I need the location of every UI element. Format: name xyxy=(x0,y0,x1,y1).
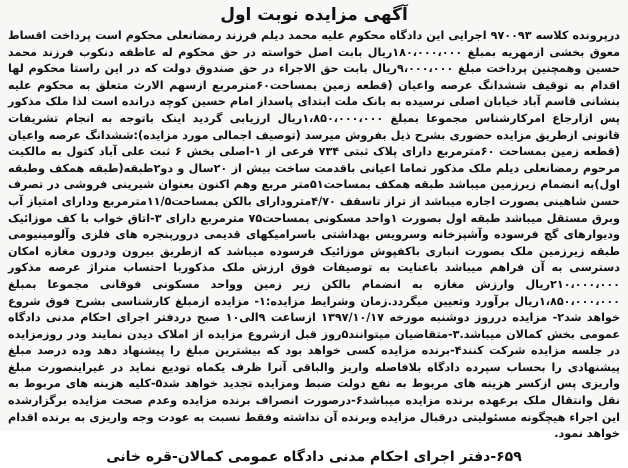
notice-title: آگهی مزایده نوبت اول xyxy=(220,5,408,25)
notice-footer: ۶۵۹-دفتر اجرای احکام مدنی دادگاه عمومی کمالان-قره خانی xyxy=(106,448,522,465)
notice-body: درپرونده کلاسه ۹۷۰۰۹۳ اجرایی این دادگاه محکوم علیه محمد دیلم فرزند رمضانعلی محکوم است پرداخت اقساط معوق بخشی ازمهریه بمبلغ ۱۸۰،۰۰۰،۰۰۰ریال بابت اصل خواسته در حق محکوم له عاطفه دنکوب فرزند محمد حسین وهمچنین پرداخت مبلغ ۹،۰۰۰،۰۰۰ریال بابت حق الاجراء در حق صندوق دولت که در این راستا محکوم لها اقدام به توقیف ششدانگ عرصه واعیان (قطعه زمین بمساحت۶۰مترمربع ازسهم الارث متعلق به محکوم علیه بنشانی قاسم آباد خیابان اصلی نرسیده به بانک ملت ابتدای پاسداز امام حسین کوچه درانده است لذا ملک مذکور پس ازارجاع امرکارشناس مجموعا بمبلغ ۱،۸۵۰،۰۰۰،۰۰۰ریال ارزیابی گردید اینک باتوجه به انجام تشریفات قانونی ازطریق مزایده حضوری بشرح ذیل بفروش میرسد (توصیف اجمالی مورد مزایده):ششدانگ عرصه واعیان (قطعه زمین بمساحت ۶۰مترمربع دارای پلاک ثبتی ۷۳۴ فرعی از ۱-اصلی بخش ۶ ثبت علی آباد کتول به مالکیت مرحوم رمضانعلی دیلم ملک مذکور تماما اعیانی باقدمت ساخت بیش از ۲۰سال و دو۲طبقه(طبقه همکف وطبقه اول)به انضمام زیرزمین میباشد طبقه همکف بمساحت۵۱متر مربع وهم اکنون بعنوان شیرینی فروشی در تصرف حسن شاهینی بصورت اجاره میباشد از تراز تاسقف ۴/۷۰مترودارای بالکن بمساحت۱۱/۵مترمربع ودارای امتیاز آب وبرق مستقل میباشد طبقه اول بصورت ۱واحد مسکونی بمساحت۷۵ مترمربع دارای ۳-اتاق خواب با کف موزائیک ودیوارهای گچ فرسوده وآشپزخانه وسرویس بهداشتی باسرامیکهای قدیمی درورپنجره های فلزی وآلومینیومی طبقه زیرزمین ملک بصورت انباری باکفپوش موزائیک فرسوده میباشد که ازطریق بیرون ودرون مغازه امکان دسترسی به آن فراهم میباشد باعنایت به توصیفات فوق ارزش ملک مذکوربا احتساب متراژ عرصه مذکور ۲۱۰،۰۰۰،۰۰۰ریال وارزش مغازه به انضمام بالکن زیر زمین وواحد مسکونی فوقانی مجموعا بمبلغ ۱،۸۵۰،۰۰۰،۰۰۰ریال برآورد وتعیین میگردد.زمان وشرایط مزایده:۱- مزایده ازمبلغ کارشناسی بشرح فوق شروع خواهد شد۲- مزایده درروز دوشنبه مورخه ۱۳۹۷/۱۰/۱۷ ازساعت ۹الی۱۰ صبح دردفتر اجرای احکام مدنی دادگاه عمومی بخش کمالان میباشد.۳-متقاضیان میتوانند۵روز قبل ازشروع مزایده از املاک دیدن نمایند ودر روزمزایده در جلسه مزایده شرکت کنند۴-برنده مزایده کسی خواهد بود که بیشترین مبلغ را پیشنهاد دهد وده درصد مبلغ پیشنهادی را بحساب سپرده دادگاه بلافاصله واریز والباقی آنرا ظرف یکماه تودیع نماید در غیراینصورت مبلغ واریزی پس ازکسر هزینه های مربوط به نفع دولت ضبط ومزایده تجدید خواهد شد۵-کلیه هزینه های مربوط به نقل وانتقال ملک برعهده برنده مزایده میباشد۶-درصورت انصراف برنده مزایده وعدم صحت مزایده برگزارشده این اجراء هیچگونه مسئولیتی درقبال مزایده وبرنده آن نداشته وفقط نسبت به عودت وجه واریزی به برنده اقدام خواهد نمود. xyxy=(8,29,621,441)
